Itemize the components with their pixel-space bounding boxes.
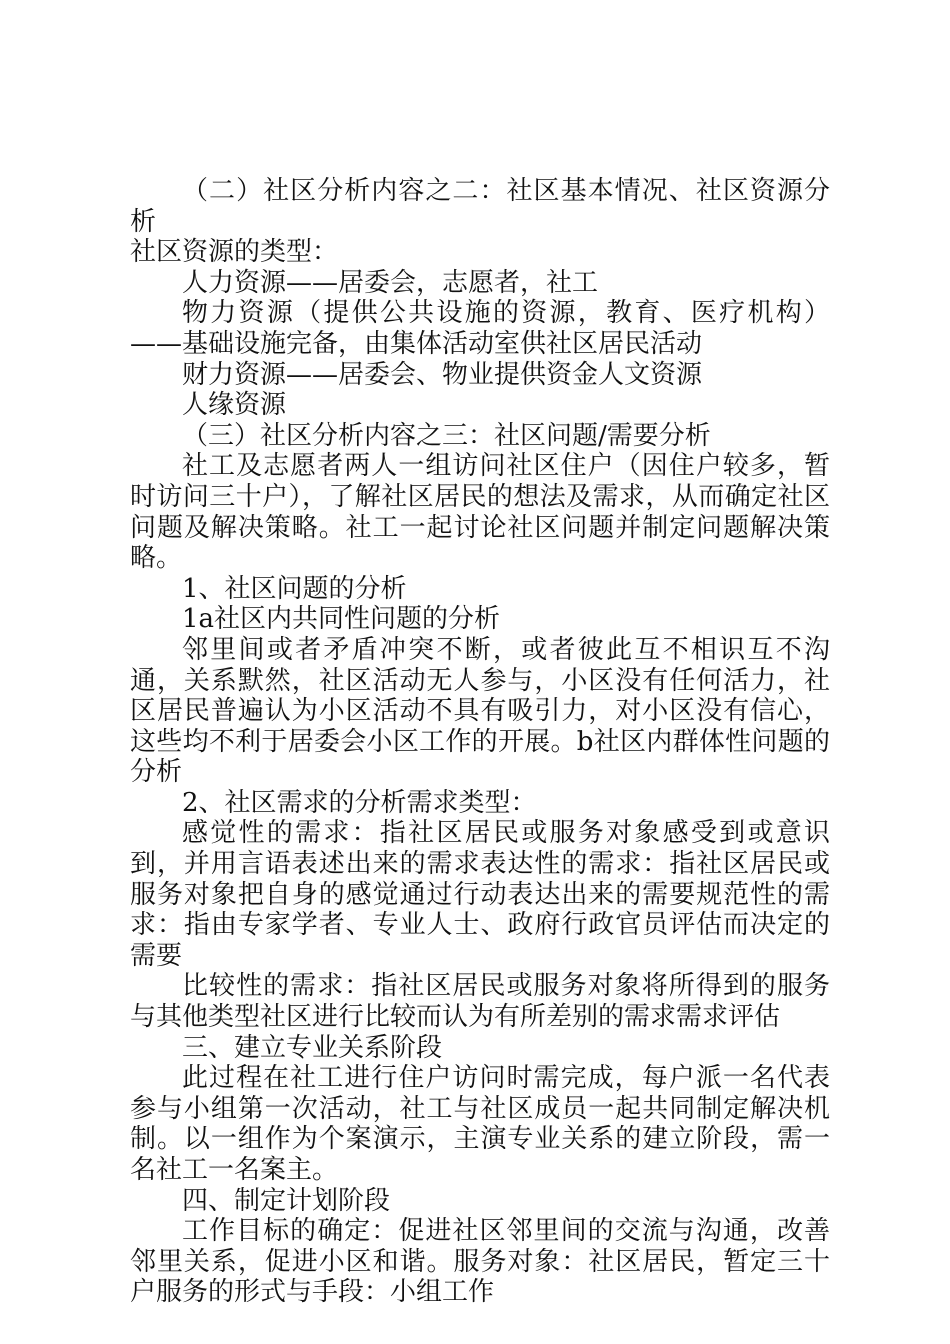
section-heading: 三、建立专业关系阶段 (182, 1032, 443, 1063)
paragraph: 邻里间或者矛盾冲突不断，或者彼此互不相识互不沟通，关系默然，社区活动无人参与，小区没有任何活力，社区居民普遍认为小区活动不具有吸引力，对小区没有信心，这些均不利于居委会小区工作的开展。b社区内群体性问题的分析 (130, 634, 830, 788)
paragraph: 物力资源（提供公共设施的资源，教育、医疗机构）——基础设施完备，由集体活动室供社区居民活动 (130, 298, 830, 359)
paragraph: 人力资源——居委会，志愿者，社工 (182, 267, 599, 298)
section-heading: （二）社区分析内容之二：社区基本情况、社区资源分析 (130, 176, 830, 237)
paragraph: 工作目标的确定：促进社区邻里间的交流与沟通，改善邻里关系，促进小区和谐。服务对象：社区居民，暂定三十户服务的形式与手段：小组工作 (130, 1216, 830, 1308)
subsection-heading: 1a社区内共同性问题的分析 (182, 604, 501, 635)
subsection-heading: 1、社区问题的分析 (182, 573, 407, 604)
document-body (130, 176, 830, 1308)
paragraph: 社工及志愿者两人一组访问社区住户（因住户较多，暂时访问三十户），了解社区居民的想法及需求，从而确定社区问题及解决策略。社工一起讨论社区问题并制定问题解决策略。 (130, 451, 830, 574)
paragraph: 感觉性的需求：指社区居民或服务对象感受到或意识到，并用言语表述出来的需求表达性的需求：指社区居民或服务对象把自身的感觉通过行动表达出来的需要规范性的需求：指由专家学者、专业人士、政府行政官员评估而决定的需要 (130, 818, 830, 971)
subsection-heading: 2、社区需求的分析需求类型： (182, 787, 537, 818)
section-heading: （三）社区分析内容之三：社区问题/需要分析 (182, 420, 711, 451)
paragraph: 人缘资源 (182, 390, 287, 421)
section-heading: 四、制定计划阶段 (182, 1185, 391, 1216)
paragraph: 财力资源——居委会、物业提供资金人文资源 (182, 359, 703, 390)
paragraph: 此过程在社工进行住户访问时需完成，每户派一名代表参与小组第一次活动，社工与社区成员一起共同制定解决机制。以一组作为个案演示，主演专业关系的建立阶段，需一名社工一名案主。 (130, 1063, 830, 1185)
paragraph: 比较性的需求：指社区居民或服务对象将所得到的服务与其他类型社区进行比较而认为有所差别的需求需求评估 (130, 971, 830, 1033)
paragraph: 社区资源的类型： (130, 237, 339, 268)
